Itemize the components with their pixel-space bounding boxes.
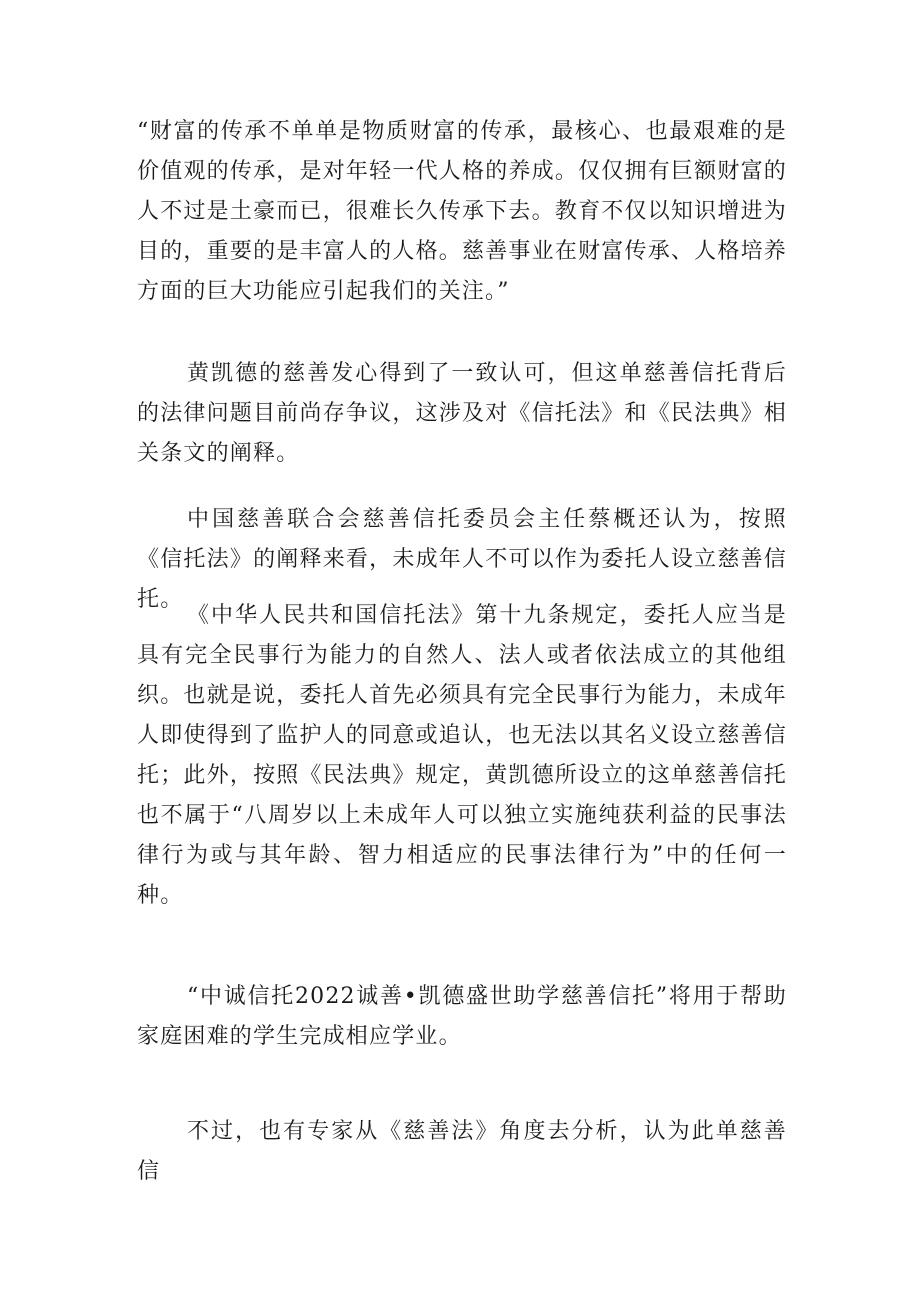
paragraph-trust-law: 《中华人民共和国信托法》第十九条规定，委托人应当是具有完全民事行为能力的自然人、法人或者依法成立的其他组织。也就是说，委托人首先必须具有完全民事行为能力，未成年人即使得到了监护人的同意或追认，也无法以其名义设立慈善信托；此外，按照《民法典》规定，黄凯德所设立的这单慈善信托也不属于“八周岁以上未成年人可以独立实施纯获利益的民事法律行为或与其年龄、智力相适应的民事法律行为”中的任何一种。: [137, 603, 787, 908]
paragraph-charity-law: 不过，也有专家从《慈善法》角度去分析，认为此单慈善信: [137, 1119, 787, 1184]
article-body: [137, 354, 787, 474]
article-body: [137, 977, 787, 1057]
article-body: [137, 596, 787, 916]
paragraph-legal-dispute: 黄凯德的慈善发心得到了一致认可，但这单慈善信托背后的法律问题目前尚存争议，这涉及对《信托法》和《民法典》相关条文的阐释。: [137, 361, 787, 466]
article-body: [137, 1112, 787, 1192]
paragraph-expert-opinion: 中国慈善联合会慈善信托委员会主任蔡概还认为，按照《信托法》的阐释来看，未成年人不可以作为委托人设立慈善信托。: [137, 507, 787, 612]
paragraph-trust-purpose: “中诚信托2022诚善•凯德盛世助学慈善信托”将用于帮助家庭困难的学生完成相应学业。: [137, 984, 787, 1049]
article-body: [137, 112, 787, 312]
paragraph-quote: “财富的传承不单单是物质财富的传承，最核心、也最艰难的是价值观的传承，是对年轻一代人格的养成。仅仅拥有巨额财富的人不过是土豪而已，很难长久传承下去。教育不仅以知识增进为目的，重要的是丰富人的人格。慈善事业在财富传承、人格培养方面的巨大功能应引起我们的关注。”: [137, 119, 787, 304]
